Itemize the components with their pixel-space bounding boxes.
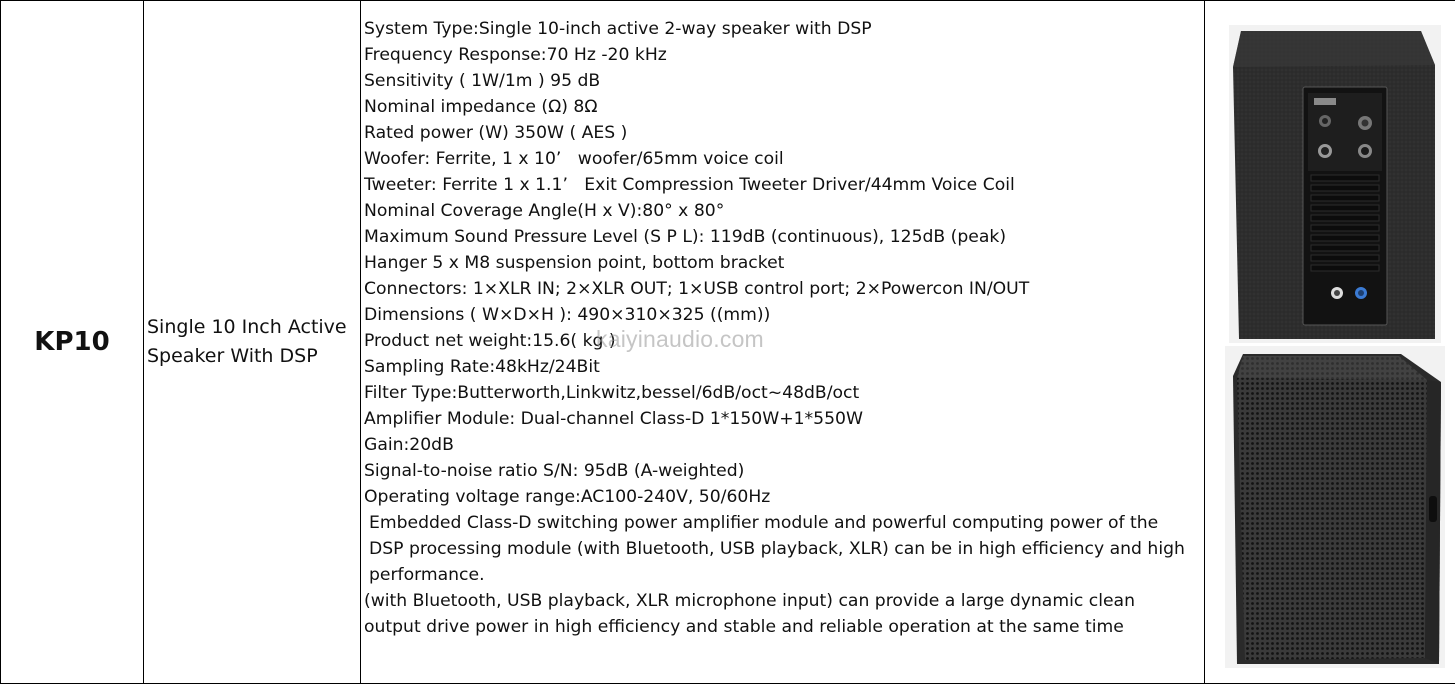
spec-connectors: Connectors: 1×XLR IN; 2×XLR OUT; 1×USB control port; 2×Powercon IN/OUT: [364, 276, 1200, 302]
spec-sampling-rate: Sampling Rate:48kHz/24Bit: [364, 354, 1200, 380]
spec-hanger: Hanger 5 x M8 suspension point, bottom bracket: [364, 250, 1200, 276]
spec-tweeter: Tweeter: Ferrite 1 x 1.1’ Exit Compression Tweeter Driver/44mm Voice Coil: [364, 172, 1200, 198]
spec-net-weight: Product net weight:15.6( kg ): [364, 328, 1200, 354]
spec-operating-voltage: Operating voltage range:AC100-240V, 50/60Hz: [364, 484, 1200, 510]
spec-woofer: Woofer: Ferrite, 1 x 10’ woofer/65mm voice coil: [364, 146, 1200, 172]
table-row: [1, 1, 1455, 684]
speaker-rear-photo: [1229, 25, 1441, 343]
product-name: Single 10 Inch Active Speaker With DSP: [144, 313, 360, 371]
spec-list: [361, 1, 1204, 640]
description-paragraph-1: Embedded Class-D switching power amplifier module and powerful computing power of the DSP processing module (with Bluetooth, USB playback, XLR) can be in high efficiency and high performance.: [364, 510, 1200, 588]
model-code: KP10: [34, 327, 109, 357]
spec-rated-power: Rated power (W) 350W ( AES ): [364, 120, 1200, 146]
spec-sensitivity: Sensitivity ( 1W/1m ) 95 dB: [364, 68, 1200, 94]
spec-gain: Gain:20dB: [364, 432, 1200, 458]
product-images: [1205, 1, 1455, 683]
spec-system-type: System Type:Single 10-inch active 2-way speaker with DSP: [364, 16, 1200, 42]
model-cell: [1, 1, 144, 684]
description-paragraph-2: (with Bluetooth, USB playback, XLR microphone input) can provide a large dynamic clean output drive power in high efficiency and stable and reliable operation at the same time: [364, 588, 1200, 640]
spec-max-spl: Maximum Sound Pressure Level (S P L): 119dB (continuous), 125dB (peak): [364, 224, 1200, 250]
spec-filter-type: Filter Type:Butterworth,Linkwitz,bessel/6dB/oct~48dB/oct: [364, 380, 1200, 406]
spec-coverage-angle: Nominal Coverage Angle(H x V):80° x 80°: [364, 198, 1200, 224]
specs-cell: [361, 1, 1205, 684]
spec-impedance: Nominal impedance (Ω) 8Ω: [364, 94, 1200, 120]
spec-amplifier-module: Amplifier Module: Dual-channel Class-D 1*150W+1*550W: [364, 406, 1200, 432]
spec-frequency-response: Frequency Response:70 Hz -20 kHz: [364, 42, 1200, 68]
watermark: kaiyinaudio.com: [596, 326, 764, 353]
spec-snr: Signal-to-noise ratio S/N: 95dB (A-weighted): [364, 458, 1200, 484]
product-name-cell: [144, 1, 361, 684]
image-cell: [1205, 1, 1455, 684]
speaker-front-photo: [1225, 346, 1445, 668]
spec-dimensions: Dimensions ( W×D×H ): 490×310×325 ((mm)): [364, 302, 1200, 328]
